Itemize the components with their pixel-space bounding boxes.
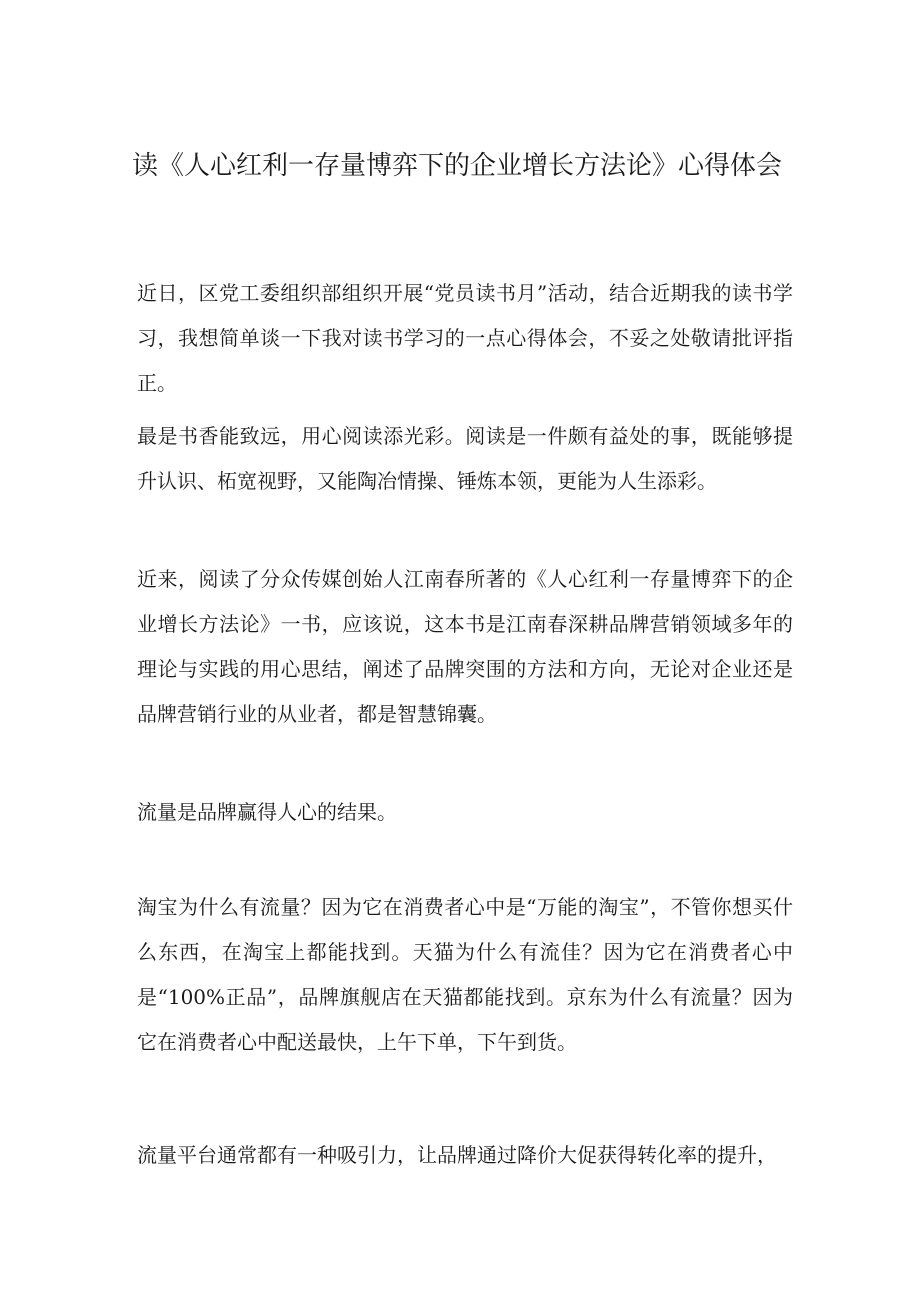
- paragraph-reading-benefits: 最是书香能致远，用心阅读添光彩。阅读是一件颇有益处的事，既能够提升认识、柘宽视野，又能陶冶情操、锤炼本领，更能为人生添彩。: [137, 424, 793, 493]
- paragraph-traffic-heading: 流量是品牌赢得人心的结果。: [137, 800, 397, 824]
- paragraph-book-summary: 近来，阅读了分众传媒创始人江南春所著的《人心红利一存量博弈下的企业增长方法论》一书，应该说，这本书是江南春深耕品牌营销领域多年的理论与实践的用心思结，阐述了品牌突围的方法和方向，无论对企业还是品牌营销行业的从业者，都是智慧锦囊。: [137, 567, 793, 726]
- paragraph-traffic-platforms: 流量平台通常都有一种吸引力，让品牌通过降价大促获得转化率的提升，: [137, 1143, 777, 1167]
- document-title: 读《人心红利一存量博弈下的企业增长方法论》心得体会: [132, 151, 783, 181]
- paragraph-intro: 近日，区党工委组织部组织开展“党员读书月”活动，结合近期我的读书学习，我想简单谈一下我对读书学习的一点心得体会，不妥之处敬请批评指正。: [137, 281, 793, 395]
- paragraph-platform-examples: 淘宝为什么有流量？因为它在消费者心中是“万能的淘宝”，不管你想买什么东西，在淘宝上都能找到。天猫为什么有流佳？因为它在消费者心中是“100%正品”，品牌旗舰店在天猫都能找到。京东为什么有流量？因为它在消费者心中配送最快，上午下单，下午到货。: [137, 895, 793, 1054]
